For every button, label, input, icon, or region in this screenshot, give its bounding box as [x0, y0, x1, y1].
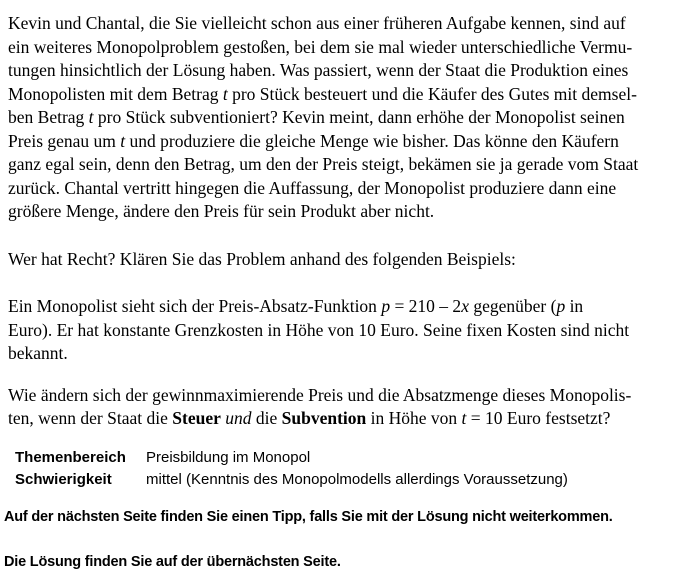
text-line [8, 248, 696, 272]
text-segment: ben Betrag [8, 107, 89, 127]
intro-paragraph [8, 12, 696, 224]
text-line [8, 200, 696, 224]
text-segment: Monopolisten mit dem Betrag [8, 83, 223, 104]
text-line [8, 59, 696, 83]
text-segment: = 10 Euro festsetzt? [466, 408, 611, 428]
text-segment: Preis genau um [8, 130, 121, 151]
text-line [8, 177, 696, 201]
text-segment: und [225, 408, 252, 428]
solution-line: Die Lösung finden Sie auf der übernächsten Seite. [4, 553, 341, 570]
text-line [8, 342, 696, 366]
text-segment: p [556, 296, 566, 316]
text-segment: bekannt. [8, 343, 68, 363]
text-segment: p [381, 296, 391, 316]
text-line [8, 83, 696, 107]
text-segment: t [88, 107, 94, 127]
text-line [8, 295, 696, 319]
text-segment: Wie ändern sich der gewinnmaximierende Preis und die Absatzmenge dieses Monopolis- [8, 384, 632, 405]
meta-row-schwierigkeit [15, 469, 696, 491]
text-segment: zurück. Chantal vertritt hingegen die Auffassung, der Monopolist produziere dann eine [8, 177, 617, 198]
question-intro-paragraph [8, 248, 696, 272]
text-line [8, 130, 696, 154]
text-line [8, 407, 696, 431]
meta-value-schwierigkeit: mittel (Kenntnis des Monopolmodells allerdings Voraussetzung) [146, 470, 568, 488]
meta-row-themenbereich [15, 447, 696, 469]
task-paragraph [8, 384, 696, 431]
tip-line: Auf der nächsten Seite finden Sie einen Tipp, falls Sie mit der Lösung nicht weiterkommen. [4, 508, 613, 525]
meta-table [15, 447, 696, 491]
text-line [8, 384, 696, 408]
text-segment: Wer hat Recht? Klären Sie das Problem anhand des folgenden Beispiels: [8, 248, 516, 269]
text-line [8, 153, 696, 177]
text-segment: = 210 – 2 [390, 296, 462, 316]
text-segment: t [461, 408, 467, 428]
meta-label-themenbereich: Themenbereich [15, 448, 126, 466]
text-segment: größere Menge, ändere den Preis für sein Produkt aber nicht. [8, 201, 435, 221]
text-segment: Kevin und Chantal, die Sie vielleicht schon aus einer früheren Aufgabe kennen, sind auf [8, 13, 626, 33]
text-segment: die [251, 408, 282, 428]
text-line [8, 36, 696, 60]
text-segment: ganz egal sein, denn den Betrag, um den der Preis steigt, bekämen sie ja gerade vom Staat [8, 154, 639, 174]
text-line [8, 106, 696, 130]
text-segment: t [222, 83, 228, 104]
text-segment: und produziere die gleiche Menge wie bisher. Das könne den Käufern [125, 130, 619, 151]
text-segment: t [120, 130, 126, 151]
meta-value-themenbereich: Preisbildung im Monopol [146, 448, 311, 466]
text-segment: pro Stück besteuert und die Käufer des Gutes mit demsel- [227, 83, 637, 104]
text-segment: Ein Monopolist sieht sich der Preis-Absatz-Funktion [8, 296, 382, 316]
text-segment: in Höhe von [366, 408, 462, 428]
text-segment: tungen hinsichtlich der Lösung haben. Was passiert, wenn der Staat die Produktion eines [8, 60, 629, 80]
text-segment: Steuer [172, 408, 221, 428]
example-paragraph [8, 295, 696, 366]
text-line [8, 319, 696, 343]
text-segment: Subvention [281, 408, 367, 428]
text-line [8, 12, 696, 36]
text-segment: ein weiteres Monopolproblem gestoßen, bei dem sie mal wieder unterschiedliche Vermu- [8, 36, 633, 57]
text-segment: in [565, 296, 584, 316]
text-segment: gegenüber ( [468, 296, 557, 316]
meta-label-schwierigkeit: Schwierigkeit [15, 470, 112, 488]
text-segment: Euro). Er hat konstante Grenzkosten in Höhe von 10 Euro. Seine fixen Kosten sind nicht [8, 319, 630, 340]
text-segment: ten, wenn der Staat die [8, 408, 173, 428]
text-segment: pro Stück subventioniert? Kevin meint, dann erhöhe der Monopolist seinen [93, 107, 625, 127]
text-segment: x [461, 296, 469, 316]
